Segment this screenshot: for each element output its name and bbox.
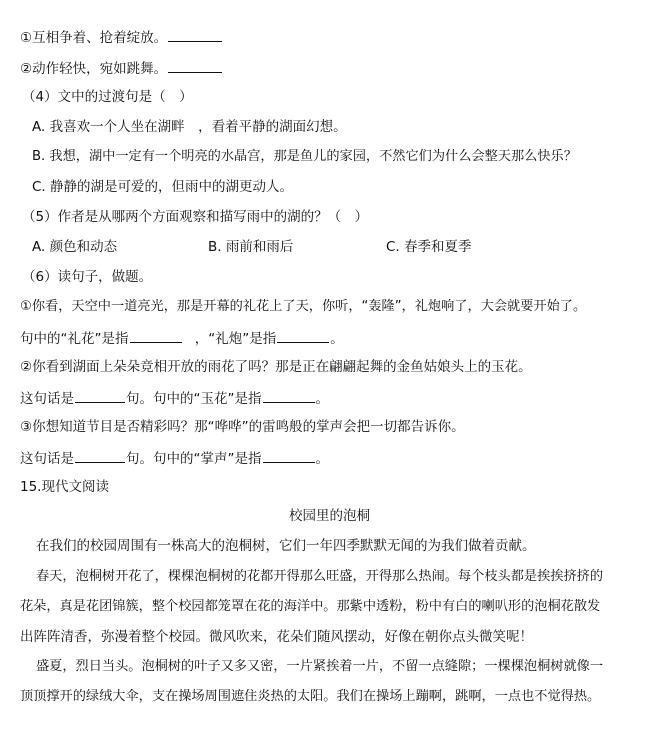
answer-blank[interactable] xyxy=(168,27,222,42)
passage-paragraph-3-line-1: 盛夏，烈日当头。泡桐树的叶子又多又密，一片紧挨着一片，不留一点缝隙；一棵棵泡桐树就像一 xyxy=(36,659,604,674)
sentence-2: ②你看到湖面上朵朵竞相开放的雨花了吗？那是正在翩翩起舞的金鱼姑娘头上的玉花。 xyxy=(20,359,532,375)
answer-blank[interactable] xyxy=(263,388,315,403)
answer-line-1: ①互相争着、抢着绽放。 xyxy=(20,27,223,47)
option-5a: A. 颜色和动态 xyxy=(32,239,118,255)
question-6: （6）读句子，做题。 xyxy=(22,269,153,285)
sentence-1-question: 句中的“礼花”是指 ，“礼炮”是指 。 xyxy=(20,328,344,348)
answer-blank[interactable] xyxy=(130,328,182,343)
sentence-2-question: 这句话是 句。句中的“玉花”是指 。 xyxy=(20,388,329,408)
passage-paragraph-1: 在我们的校园周围有一株高大的泡桐树，它们一年四季默默无闻的为我们做着贡献。 xyxy=(36,538,536,554)
answer-line-2: ②动作轻快，宛如跳舞。 xyxy=(20,58,223,78)
question-4: （4）文中的过渡句是（ ） xyxy=(22,89,193,105)
option-4b: B. 我想，湖中一定有一个明亮的水晶宫，那是鱼儿的家园，不然它们为什么会整天那么快乐？ xyxy=(32,149,577,164)
answer-blank[interactable] xyxy=(75,388,125,403)
passage-paragraph-3-line-2: 顶顶撑开的绿绒大伞，支在操场周围遮住炎热的太阳。我们在操场上蹦啊，跳啊，一点也不觉得热。 xyxy=(20,689,601,704)
passage-paragraph-2-line-2: 花朵，真是花团锦簇，整个校园都笼罩在花的海洋中。那紫中透粉，粉中有白的喇叭形的泡桐花散发 xyxy=(20,599,601,614)
answer-blank[interactable] xyxy=(263,448,315,463)
option-5b: B. 雨前和雨后 xyxy=(208,239,294,255)
answer-blank[interactable] xyxy=(75,448,125,463)
option-5c: C. 春季和夏季 xyxy=(386,239,472,255)
section-heading: 15.现代文阅读 xyxy=(20,479,109,495)
sentence-3-question: 这句话是 句。句中的“掌声”是指 。 xyxy=(20,448,329,468)
answer-blank[interactable] xyxy=(277,328,329,343)
question-5: （5）作者是从哪两个方面观察和描写雨中的湖的？（ ） xyxy=(22,209,369,225)
passage-paragraph-2-line-3: 出阵阵清香，弥漫着整个校园。微风吹来，花朵们随风摆动，好像在朝你点头微笑呢！ xyxy=(20,629,533,645)
passage-paragraph-2-line-1: 春天，泡桐树开花了，棵棵泡桐树的花都开得那么旺盛，开得那么热闹。每个枝头都是挨挨挤挤的 xyxy=(36,569,604,584)
passage-title: 校园里的泡桐 xyxy=(289,508,370,524)
option-4c: C. 静静的湖是可爱的，但雨中的湖更动人。 xyxy=(32,179,294,195)
sentence-1: ①你看，天空中一道亮光，那是开幕的礼花上了天，你听，“轰隆”，礼炮响了，大会就要开始了。 xyxy=(20,299,587,314)
sentence-3: ③你想知道节目是否精彩吗？那“哗哗”的雷鸣般的掌声会把一切都告诉你。 xyxy=(20,419,465,435)
option-4a: A. 我喜欢一个人坐在湖畔 ，看着平静的湖面幻想。 xyxy=(32,119,347,135)
answer-blank[interactable] xyxy=(168,58,222,73)
